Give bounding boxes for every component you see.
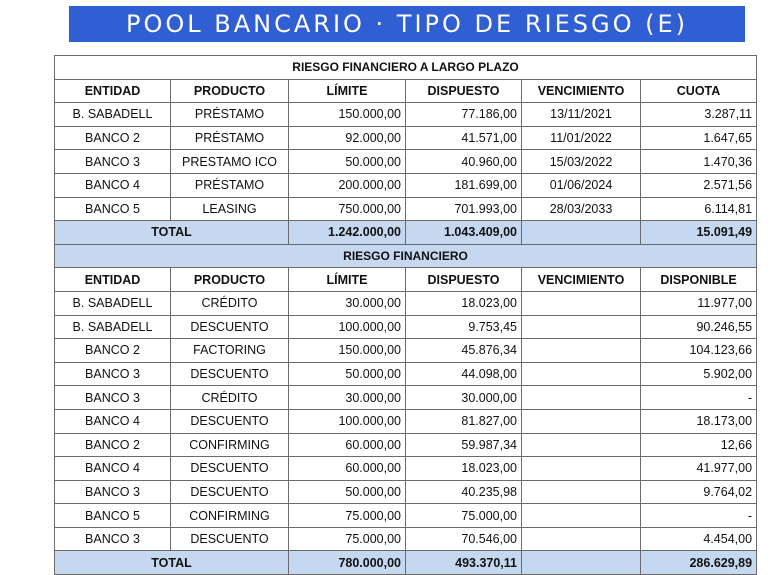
table-cell (522, 480, 641, 504)
section-heading-row (55, 244, 757, 268)
table-cell: 50.000,00 (289, 362, 406, 386)
table-cell: 59.987,34 (406, 433, 522, 457)
column-header: CUOTA (641, 79, 757, 103)
table-row (55, 291, 757, 315)
table-cell: 200.000,00 (289, 173, 406, 197)
table-cell: BANCO 4 (55, 409, 171, 433)
table-cell: 1.647,65 (641, 126, 757, 150)
table-row (55, 386, 757, 410)
column-header: DISPUESTO (406, 268, 522, 292)
table-cell: 2.571,56 (641, 173, 757, 197)
table-cell (522, 315, 641, 339)
table-row (55, 527, 757, 551)
total-cuota: 15.091,49 (641, 221, 757, 245)
table-cell: BANCO 3 (55, 480, 171, 504)
table-cell: 60.000,00 (289, 457, 406, 481)
table-cell: 100.000,00 (289, 315, 406, 339)
table-cell: 40.235,98 (406, 480, 522, 504)
table-cell: PRÉSTAMO (171, 126, 289, 150)
table-row (55, 126, 757, 150)
table-cell: 181.699,00 (406, 173, 522, 197)
table-cell: 5.902,00 (641, 362, 757, 386)
table-row (55, 315, 757, 339)
section-heading: RIESGO FINANCIERO A LARGO PLAZO (55, 56, 757, 80)
table-cell: 1.470,36 (641, 150, 757, 174)
table-cell: PRÉSTAMO (171, 173, 289, 197)
table-cell: BANCO 2 (55, 126, 171, 150)
total-limite: 780.000,00 (289, 551, 406, 575)
table-cell: - (641, 504, 757, 528)
table-cell: 750.000,00 (289, 197, 406, 221)
table-row (55, 480, 757, 504)
column-header-row (55, 79, 757, 103)
table-cell: 13/11/2021 (522, 103, 641, 127)
table-cell: BANCO 3 (55, 150, 171, 174)
table-cell: 81.827,00 (406, 409, 522, 433)
table-cell: 60.000,00 (289, 433, 406, 457)
table-cell (522, 527, 641, 551)
table-cell (522, 504, 641, 528)
table-cell: 11.977,00 (641, 291, 757, 315)
table-row (55, 103, 757, 127)
table-cell: 150.000,00 (289, 339, 406, 363)
table-cell: BANCO 3 (55, 362, 171, 386)
table-cell: CONFIRMING (171, 504, 289, 528)
table-cell: PRESTAMO ICO (171, 150, 289, 174)
table-cell: BANCO 3 (55, 527, 171, 551)
table-cell: 18.173,00 (641, 409, 757, 433)
table-cell: DESCUENTO (171, 315, 289, 339)
table-row (55, 339, 757, 363)
table-cell (522, 457, 641, 481)
table-cell: 30.000,00 (289, 291, 406, 315)
column-header: LÍMITE (289, 79, 406, 103)
total-row (55, 551, 757, 575)
table-cell: 4.454,00 (641, 527, 757, 551)
table-cell: 41.571,00 (406, 126, 522, 150)
total-vencimiento (522, 551, 641, 575)
table-body (55, 56, 757, 575)
table-row (55, 197, 757, 221)
page-title: POOL BANCARIO · TIPO DE RIESGO (E) (69, 6, 745, 42)
table-cell (522, 362, 641, 386)
table-cell: LEASING (171, 197, 289, 221)
table-cell (522, 409, 641, 433)
table-cell: CONFIRMING (171, 433, 289, 457)
total-label: TOTAL (55, 551, 289, 575)
table-cell: B. SABADELL (55, 291, 171, 315)
section-heading: RIESGO FINANCIERO (55, 244, 757, 268)
section-heading-row (55, 56, 757, 80)
table-cell: 100.000,00 (289, 409, 406, 433)
table-cell: 150.000,00 (289, 103, 406, 127)
table-cell: 701.993,00 (406, 197, 522, 221)
table-cell: CRÉDITO (171, 386, 289, 410)
table-cell: PRÉSTAMO (171, 103, 289, 127)
table-row (55, 433, 757, 457)
table-cell: 12,66 (641, 433, 757, 457)
column-header: VENCIMIENTO (522, 268, 641, 292)
table-cell (522, 386, 641, 410)
column-header-row (55, 268, 757, 292)
table-cell: 50.000,00 (289, 480, 406, 504)
table-cell: 75.000,00 (406, 504, 522, 528)
table-cell: 41.977,00 (641, 457, 757, 481)
table-cell (522, 433, 641, 457)
table-cell: 104.123,66 (641, 339, 757, 363)
table-cell: BANCO 4 (55, 457, 171, 481)
total-disponible: 286.629,89 (641, 551, 757, 575)
table-cell: 45.876,34 (406, 339, 522, 363)
table-cell: DESCUENTO (171, 527, 289, 551)
table-cell: 11/01/2022 (522, 126, 641, 150)
table-cell: 77.186,00 (406, 103, 522, 127)
total-row (55, 221, 757, 245)
table-cell: BANCO 5 (55, 197, 171, 221)
bank-pool-table (54, 55, 757, 575)
table-cell: 3.287,11 (641, 103, 757, 127)
table-row (55, 150, 757, 174)
column-header: ENTIDAD (55, 268, 171, 292)
table-row (55, 173, 757, 197)
table-cell: 9.764,02 (641, 480, 757, 504)
table-cell: 44.098,00 (406, 362, 522, 386)
table-row (55, 504, 757, 528)
table-cell: BANCO 4 (55, 173, 171, 197)
table-cell: 50.000,00 (289, 150, 406, 174)
table-cell: 75.000,00 (289, 527, 406, 551)
table-cell: 40.960,00 (406, 150, 522, 174)
table-cell: BANCO 2 (55, 433, 171, 457)
total-dispuesto: 493.370,11 (406, 551, 522, 575)
table-cell: 75.000,00 (289, 504, 406, 528)
table-cell: FACTORING (171, 339, 289, 363)
column-header: DISPONIBLE (641, 268, 757, 292)
column-header: LÍMITE (289, 268, 406, 292)
table-cell: BANCO 3 (55, 386, 171, 410)
total-vencimiento (522, 221, 641, 245)
table-row (55, 409, 757, 433)
table-cell: 28/03/2033 (522, 197, 641, 221)
table-cell: B. SABADELL (55, 315, 171, 339)
table-cell: B. SABADELL (55, 103, 171, 127)
total-dispuesto: 1.043.409,00 (406, 221, 522, 245)
column-header: VENCIMIENTO (522, 79, 641, 103)
total-limite: 1.242.000,00 (289, 221, 406, 245)
table-cell: 9.753,45 (406, 315, 522, 339)
column-header: PRODUCTO (171, 268, 289, 292)
table-cell: DESCUENTO (171, 457, 289, 481)
column-header: ENTIDAD (55, 79, 171, 103)
table-cell (522, 339, 641, 363)
table-cell: DESCUENTO (171, 409, 289, 433)
table-cell: 70.546,00 (406, 527, 522, 551)
column-header: PRODUCTO (171, 79, 289, 103)
table-cell: DESCUENTO (171, 362, 289, 386)
table-cell: 18.023,00 (406, 291, 522, 315)
table-cell: BANCO 2 (55, 339, 171, 363)
table-cell (522, 291, 641, 315)
table-cell: BANCO 5 (55, 504, 171, 528)
table-cell: 30.000,00 (406, 386, 522, 410)
table-cell: - (641, 386, 757, 410)
table-cell: 01/06/2024 (522, 173, 641, 197)
table-row (55, 362, 757, 386)
total-label: TOTAL (55, 221, 289, 245)
table-cell: 6.114,81 (641, 197, 757, 221)
table-cell: CRÉDITO (171, 291, 289, 315)
table-cell: 92.000,00 (289, 126, 406, 150)
table-cell: 15/03/2022 (522, 150, 641, 174)
column-header: DISPUESTO (406, 79, 522, 103)
table-cell: DESCUENTO (171, 480, 289, 504)
table-row (55, 457, 757, 481)
table-cell: 18.023,00 (406, 457, 522, 481)
table-cell: 90.246,55 (641, 315, 757, 339)
table-cell: 30.000,00 (289, 386, 406, 410)
